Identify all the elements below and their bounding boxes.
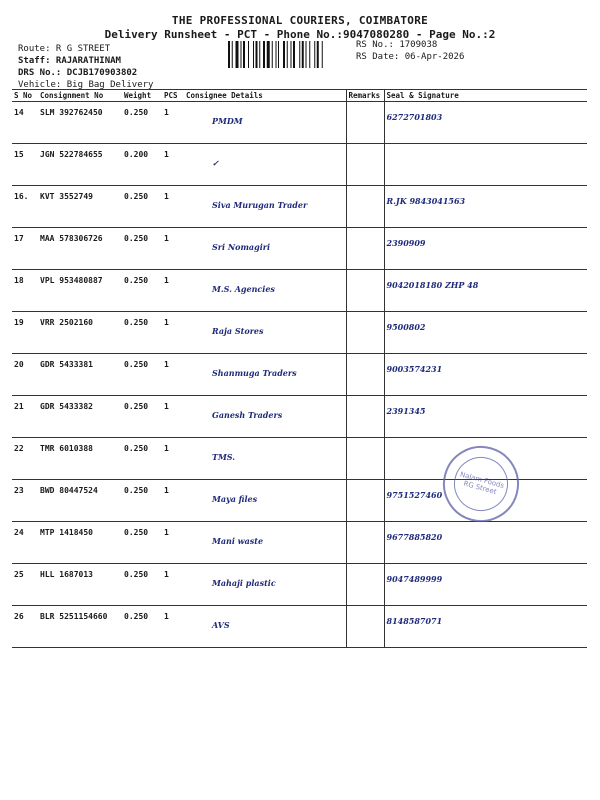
col-remarks: Remarks (346, 90, 384, 102)
row-consignment: BWD 80447524 (38, 480, 122, 522)
row-pcs: 1 (162, 396, 184, 438)
barcode (228, 41, 352, 68)
row-remarks (346, 228, 384, 270)
row-consignment: BLR 5251154660 (38, 606, 122, 648)
row-pcs: 1 (162, 228, 184, 270)
row-sno: 16. (12, 186, 38, 228)
row-consignee: Siva Murugan Trader (184, 186, 346, 228)
row-weight: 0.250 (122, 354, 162, 396)
row-pcs: 1 (162, 186, 184, 228)
row-consignee: Maya files (184, 480, 346, 522)
row-pcs: 1 (162, 144, 184, 186)
col-consignee: Consignee Details (184, 90, 346, 102)
row-remarks (346, 102, 384, 144)
table-row (12, 564, 587, 606)
route-label: Route: R G STREET (18, 44, 111, 54)
row-consignee: ✓ (184, 144, 346, 186)
row-weight: 0.250 (122, 102, 162, 144)
row-remarks (346, 564, 384, 606)
row-seal: 9677885820 (384, 522, 587, 564)
row-consignment: HLL 1687013 (38, 564, 122, 606)
table-row (12, 606, 587, 648)
row-consignment: TMR 6010388 (38, 438, 122, 480)
row-consignee: Mahaji plastic (184, 564, 346, 606)
row-consignment: KVT 3552749 (38, 186, 122, 228)
row-remarks (346, 312, 384, 354)
row-weight: 0.250 (122, 606, 162, 648)
staff-label: Staff: RAJARATHINAM (18, 56, 121, 66)
row-consignment: VPL 953480887 (38, 270, 122, 312)
rs-date: RS Date: 06-Apr-2026 (356, 52, 465, 62)
rs-number: RS No.: 1709038 (356, 40, 438, 50)
row-consignee: Shanmuga Traders (184, 354, 346, 396)
row-seal: 6272701803 (384, 102, 587, 144)
row-consignment: MTP 1418450 (38, 522, 122, 564)
row-sno: 25 (12, 564, 38, 606)
table-row (12, 228, 587, 270)
row-sno: 14 (12, 102, 38, 144)
row-consignment: GDR 5433381 (38, 354, 122, 396)
stamp-text: Nalam Foods RG Street (448, 451, 514, 517)
row-sno: 23 (12, 480, 38, 522)
row-sno: 26 (12, 606, 38, 648)
row-consignee: AVS (184, 606, 346, 648)
table-row (12, 354, 587, 396)
row-consignee: Sri Nomagiri (184, 228, 346, 270)
row-sno: 15 (12, 144, 38, 186)
row-pcs: 1 (162, 480, 184, 522)
row-seal: 9751527460 (384, 480, 587, 522)
row-remarks (346, 270, 384, 312)
row-sno: 22 (12, 438, 38, 480)
row-pcs: 1 (162, 102, 184, 144)
table-row (12, 270, 587, 312)
row-sno: 19 (12, 312, 38, 354)
row-pcs: 1 (162, 522, 184, 564)
row-sno: 21 (12, 396, 38, 438)
company-title: THE PROFESSIONAL COURIERS, COIMBATORE (171, 14, 429, 27)
row-seal: 8148587071 (384, 606, 587, 648)
row-consignment: GDR 5433382 (38, 396, 122, 438)
row-consignment: MAA 578306726 (38, 228, 122, 270)
row-seal: 9047489999 (384, 564, 587, 606)
row-consignee: Mani waste (184, 522, 346, 564)
row-weight: 0.250 (122, 186, 162, 228)
drs-label: DRS No.: DCJB170903802 (18, 68, 138, 78)
vehicle-label: Vehicle: Big Bag Delivery (18, 80, 154, 90)
table-row (12, 144, 587, 186)
row-seal (384, 144, 587, 186)
row-weight: 0.250 (122, 396, 162, 438)
row-pcs: 1 (162, 354, 184, 396)
row-weight: 0.250 (122, 270, 162, 312)
row-seal: R.JK 9843041563 (384, 186, 587, 228)
row-remarks (346, 396, 384, 438)
row-remarks (346, 522, 384, 564)
row-consignee: M.S. Agencies (184, 270, 346, 312)
row-seal: 9003574231 (384, 354, 587, 396)
row-consignee: TMS. (184, 438, 346, 480)
table-row (12, 102, 587, 144)
col-weight: Weight (122, 90, 162, 102)
row-weight: 0.250 (122, 312, 162, 354)
runsheet-subtitle: Delivery Runsheet - PCT - Phone No.:9047080280 - Page No.:2 (104, 28, 496, 41)
col-sno: S No (12, 90, 38, 102)
row-pcs: 1 (162, 564, 184, 606)
row-seal: 2391345 (384, 396, 587, 438)
row-seal: 9500802 (384, 312, 587, 354)
table-row (12, 396, 587, 438)
row-weight: 0.250 (122, 522, 162, 564)
row-consignee: Raja Stores (184, 312, 346, 354)
row-seal: 9042018180 ZHP 48 (384, 270, 587, 312)
row-weight: 0.250 (122, 438, 162, 480)
row-pcs: 1 (162, 606, 184, 648)
row-consignment: SLM 392762450 (38, 102, 122, 144)
row-weight: 0.250 (122, 564, 162, 606)
row-weight: 0.250 (122, 228, 162, 270)
table-row (12, 522, 587, 564)
row-seal: 2390909 (384, 228, 587, 270)
row-remarks (346, 354, 384, 396)
row-weight: 0.200 (122, 144, 162, 186)
table-row (12, 186, 587, 228)
row-consignment: JGN 522784655 (38, 144, 122, 186)
row-remarks (346, 186, 384, 228)
row-pcs: 1 (162, 438, 184, 480)
row-sno: 17 (12, 228, 38, 270)
runsheet-table (12, 89, 587, 648)
row-sno: 24 (12, 522, 38, 564)
row-consignment: VRR 2502160 (38, 312, 122, 354)
row-remarks (346, 144, 384, 186)
row-remarks (346, 606, 384, 648)
row-sno: 18 (12, 270, 38, 312)
row-remarks (346, 480, 384, 522)
row-sno: 20 (12, 354, 38, 396)
row-consignee: Ganesh Traders (184, 396, 346, 438)
row-remarks (346, 438, 384, 480)
table-row (12, 312, 587, 354)
col-consignment: Consignment No (38, 90, 122, 102)
col-seal: Seal & Signature (384, 90, 587, 102)
row-weight: 0.250 (122, 480, 162, 522)
row-pcs: 1 (162, 270, 184, 312)
row-pcs: 1 (162, 312, 184, 354)
row-consignee: PMDM (184, 102, 346, 144)
col-pcs: PCS (162, 90, 184, 102)
